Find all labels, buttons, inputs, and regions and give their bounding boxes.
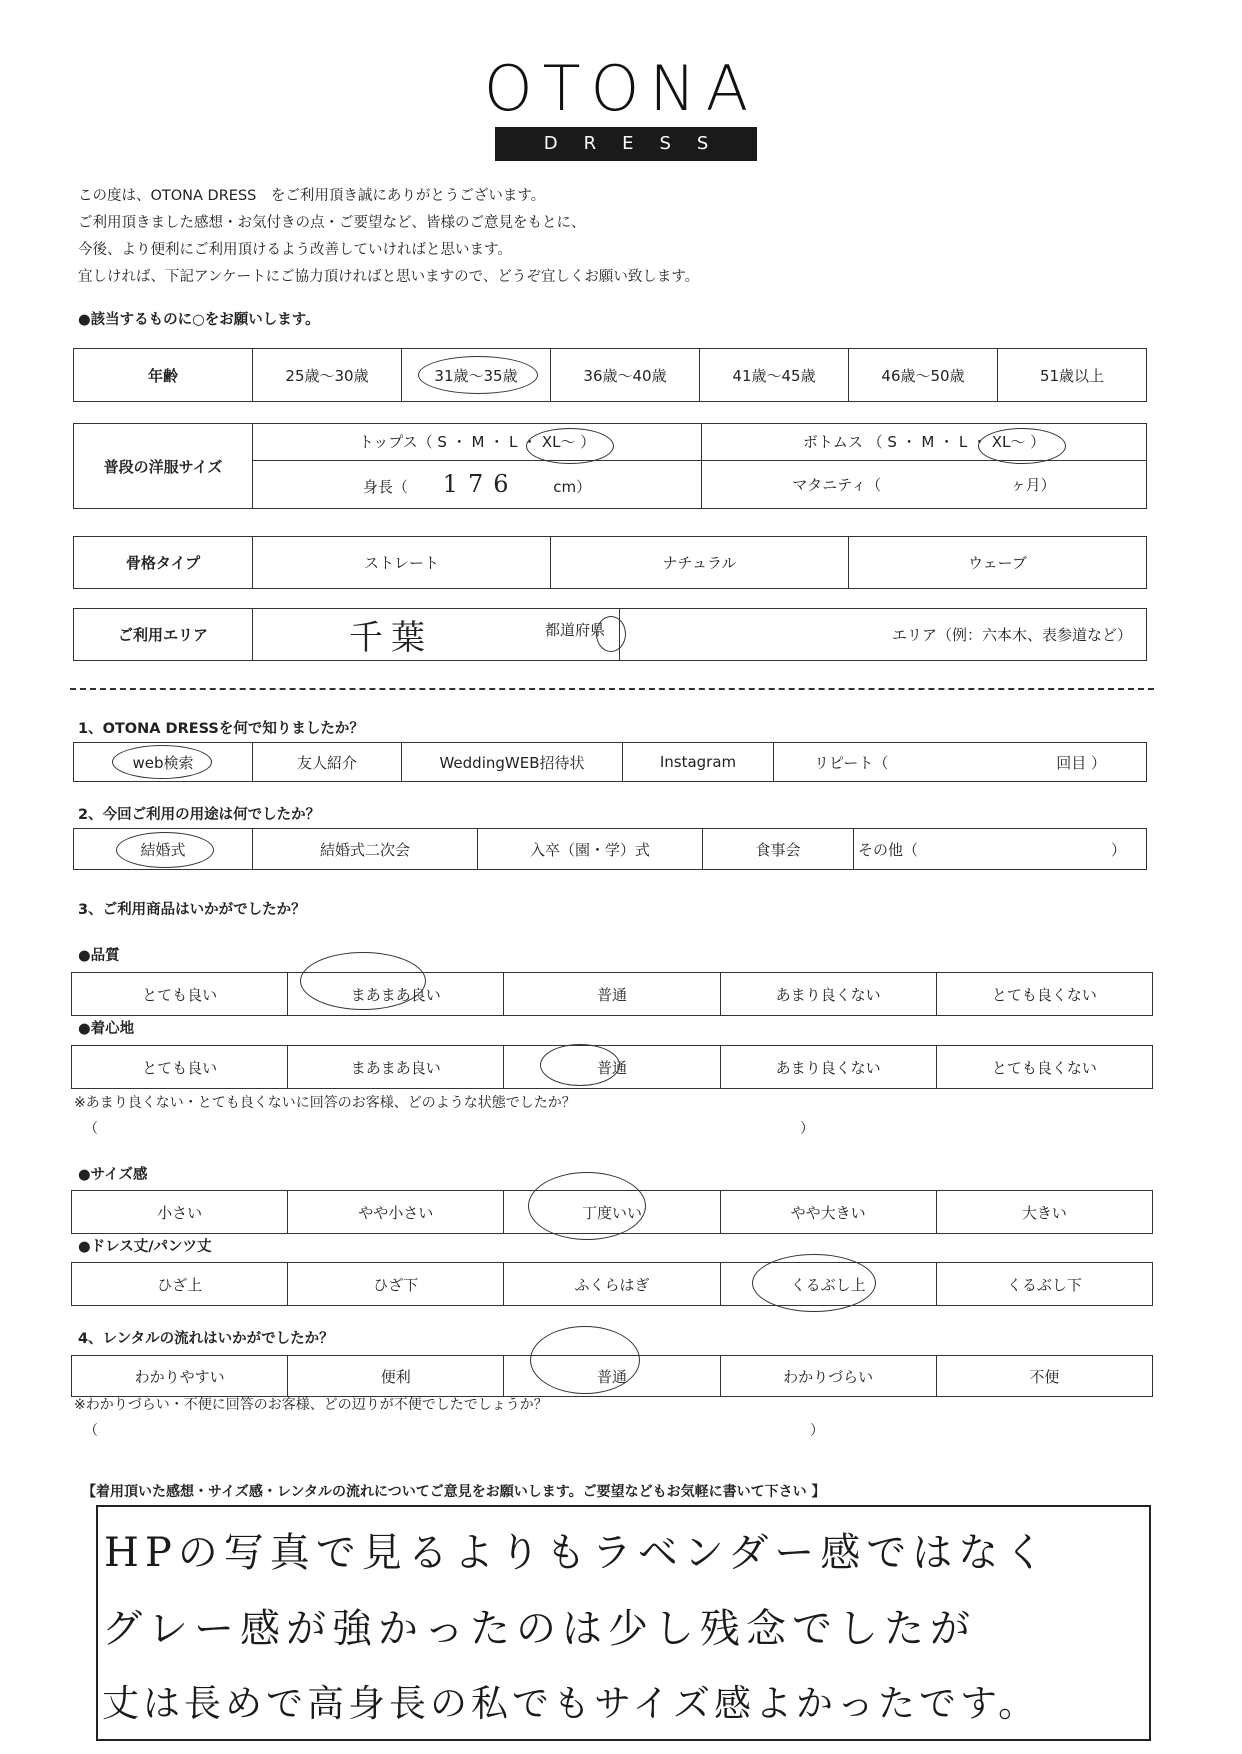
maternity-field[interactable]: [702, 460, 1147, 508]
bone-option[interactable]: ウェーブ: [849, 537, 1147, 589]
age-header: 年齢: [74, 349, 253, 402]
height-value: 176: [442, 470, 519, 499]
age-option[interactable]: 31歳～35歳: [402, 349, 551, 402]
q1-option[interactable]: 友人紹介: [253, 743, 402, 782]
comfort-option[interactable]: とても良い: [72, 1046, 288, 1089]
q4-option[interactable]: 便利: [288, 1356, 504, 1397]
selection-circle: [112, 745, 212, 779]
selection-circle: [530, 1326, 640, 1394]
age-option[interactable]: 51歳以上: [998, 349, 1147, 402]
age-table: [73, 348, 1147, 402]
q1-repeat-label: リピート（: [814, 753, 889, 772]
paren-close: ）: [810, 1423, 824, 1439]
comfort-option[interactable]: あまり良くない: [720, 1046, 936, 1089]
brand-logo: OTONA: [483, 52, 759, 125]
height-field[interactable]: [253, 460, 702, 508]
comment-line: HPの写真で見るよりもラベンダー感ではなく: [104, 1530, 1051, 1576]
length-option[interactable]: くるぶし上: [720, 1263, 936, 1306]
q2-title: 2、今回ご利用の用途は何でしたか？: [78, 807, 321, 823]
intro-line: 宜しければ、下記アンケートにご協力頂ければと思いますので、どうぞ宜しくお願い致します。: [78, 269, 700, 285]
length-option[interactable]: ひざ上: [72, 1263, 288, 1306]
q4-note: ※わかりづらい・不便に回答のお客様、どの辺りが不便でしたでしょうか？: [74, 1397, 548, 1413]
q4-option[interactable]: 不便: [936, 1356, 1152, 1397]
intro-line: この度は、OTONA DRESS をご利用頂き誠にありがとうございます。: [78, 188, 546, 204]
fit-option[interactable]: 大きい: [936, 1191, 1152, 1234]
prefecture-field[interactable]: [253, 609, 620, 661]
bottoms-size[interactable]: ボトムス （ S ・ M ・ L ・ XL～ ）: [702, 424, 1147, 461]
intro-text: [78, 183, 699, 291]
q1-repeat-field[interactable]: [774, 743, 1147, 782]
size-header: 普段の洋服サイズ: [74, 424, 253, 509]
divider: [70, 688, 1154, 690]
bone-option[interactable]: ストレート: [253, 537, 551, 589]
quality-option[interactable]: まあまあ良い: [288, 973, 504, 1016]
maternity-label: マタニティ（: [792, 475, 882, 494]
comfort-note: ※あまり良くない・とても良くないに回答のお客様、どのような状態でしたか？: [74, 1095, 576, 1111]
tops-size[interactable]: トップス（ S ・ M ・ L ・ XL～ ）: [253, 424, 702, 461]
comfort-option[interactable]: 普通: [504, 1046, 720, 1089]
q1-option[interactable]: Instagram: [623, 743, 774, 782]
maternity-unit: ヶ月）: [1010, 475, 1056, 494]
quality-option[interactable]: 普通: [504, 973, 720, 1016]
q1-repeat-unit: 回目 ）: [1056, 753, 1106, 772]
paren-open: （: [84, 1423, 98, 1439]
age-option[interactable]: 25歳～30歳: [253, 349, 402, 402]
q1-table: [73, 742, 1147, 782]
selection-circle: [752, 1254, 876, 1312]
length-option[interactable]: ひざ下: [288, 1263, 504, 1306]
selection-circle: [528, 1172, 646, 1240]
q1-option[interactable]: WeddingWEB招待状: [402, 743, 623, 782]
comment-line: グレー感が強かったのは少し残念でしたが: [102, 1606, 976, 1652]
fit-option[interactable]: やや小さい: [288, 1191, 504, 1234]
quality-option[interactable]: とても良くない: [936, 973, 1152, 1016]
length-option[interactable]: ふくらはぎ: [504, 1263, 720, 1306]
q2-other-label: その他（: [858, 840, 919, 859]
intro-line: 今後、より便利にご利用頂けるよう改善していければと思います。: [78, 242, 512, 258]
q4-option[interactable]: わかりづらい: [720, 1356, 936, 1397]
age-option[interactable]: 36歳～40歳: [551, 349, 700, 402]
q4-option[interactable]: わかりやすい: [72, 1356, 288, 1397]
height-label: 身長（: [362, 478, 408, 497]
q3-title: 3、ご利用商品はいかがでしたか？: [78, 902, 306, 918]
selection-circle: [526, 428, 614, 464]
q2-option[interactable]: 結婚式: [74, 829, 253, 870]
circle-instruction: ●該当するものに○をお願いします。: [78, 312, 320, 328]
q4-option[interactable]: 普通: [504, 1356, 720, 1397]
quality-label: ●品質: [78, 948, 120, 964]
bone-header: 骨格タイプ: [74, 537, 253, 589]
bone-option[interactable]: ナチュラル: [551, 537, 849, 589]
q2-other-field[interactable]: [854, 829, 1147, 870]
comment-line: 丈は長めで高身長の私でもサイズ感よかったです。: [102, 1682, 1040, 1725]
comfort-label: ●着心地: [78, 1021, 135, 1037]
age-option[interactable]: 46歳～50歳: [849, 349, 998, 402]
bone-table: [73, 536, 1147, 589]
q2-other-close: ）: [1110, 840, 1126, 859]
q2-option[interactable]: 食事会: [703, 829, 854, 870]
brand-logo-sub: DRESS: [495, 127, 757, 161]
fit-option[interactable]: やや大きい: [720, 1191, 936, 1234]
intro-line: ご利用頂きました感想・お気付きの点・ご要望など、皆様のご意見をもとに、: [78, 215, 586, 231]
selection-circle: [540, 1044, 620, 1086]
length-table: [71, 1262, 1153, 1306]
quality-option[interactable]: あまり良くない: [720, 973, 936, 1016]
paren-close: ）: [800, 1121, 814, 1137]
selection-circle: [418, 356, 538, 394]
q2-option[interactable]: 結婚式二次会: [253, 829, 478, 870]
q1-option[interactable]: web検索: [74, 743, 253, 782]
selection-circle: [596, 616, 626, 652]
fit-option[interactable]: 丁度いい: [504, 1191, 720, 1234]
comments-title: 【着用頂いた感想・サイズ感・レンタルの流れについてご意見をお願いします。ご要望などもお気軽に書いて下さい 】: [82, 1484, 826, 1500]
prefecture-value: 千葉: [349, 618, 433, 658]
comments-box[interactable]: [96, 1505, 1151, 1741]
selection-circle: [300, 952, 426, 1010]
length-option[interactable]: くるぶし下: [936, 1263, 1152, 1306]
comfort-option[interactable]: まあまあ良い: [288, 1046, 504, 1089]
paren-open: （: [84, 1121, 98, 1137]
fit-label: ●サイズ感: [78, 1167, 148, 1183]
height-unit: cm）: [553, 478, 592, 497]
quality-option[interactable]: とても良い: [72, 973, 288, 1016]
selection-circle: [978, 428, 1066, 464]
area-field[interactable]: エリア（例：六本木、表参道など）: [620, 609, 1147, 661]
selection-circle: [116, 832, 214, 868]
q4-title: 4、レンタルの流れはいかがでしたか？: [78, 1331, 334, 1347]
prefecture-suffix: 都道府県: [544, 621, 605, 639]
age-option[interactable]: 41歳～45歳: [700, 349, 849, 402]
fit-option[interactable]: 小さい: [72, 1191, 288, 1234]
q1-title: 1、OTONA DRESSを何で知りましたか？: [78, 721, 364, 737]
quality-table: [71, 972, 1153, 1016]
q2-option[interactable]: 入卒（園・学）式: [478, 829, 703, 870]
q2-table: [73, 828, 1147, 870]
length-label: ●ドレス丈/パンツ丈: [78, 1239, 212, 1255]
area-header: ご利用エリア: [74, 609, 253, 661]
comfort-option[interactable]: とても良くない: [936, 1046, 1152, 1089]
